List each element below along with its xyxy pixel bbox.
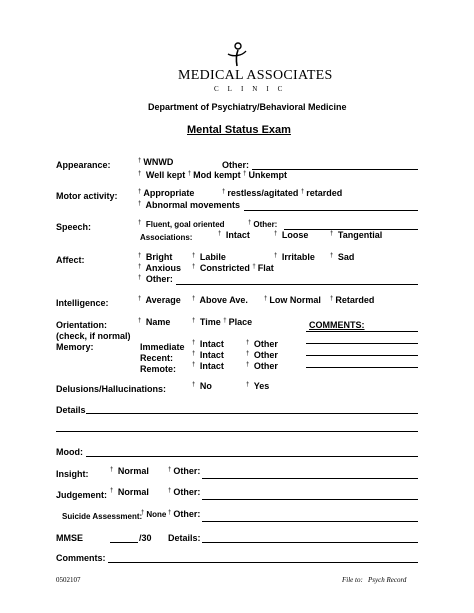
option-restless: restless/agitated bbox=[227, 188, 299, 198]
orientation-label: Orientation: bbox=[56, 320, 107, 330]
clinic-logo-figure-icon bbox=[224, 42, 250, 68]
delusions-yes bbox=[246, 381, 269, 393]
details-label: Details bbox=[56, 405, 86, 415]
associations-tangential bbox=[330, 230, 382, 242]
page-title: Mental Status Exam bbox=[187, 124, 291, 136]
intelligence-retarded bbox=[330, 295, 374, 307]
option-remote-other: Other bbox=[253, 361, 278, 371]
option-retarded-intelligence: Retarded bbox=[335, 295, 375, 305]
judgement-normal bbox=[110, 487, 149, 499]
checkbox-anxious[interactable]: † bbox=[138, 264, 142, 270]
checkbox-name[interactable]: † bbox=[138, 318, 142, 324]
orientation-time-place bbox=[192, 317, 252, 329]
motor-row-1 bbox=[138, 188, 194, 200]
department-heading: Department of Psychiatry/Behavioral Medicine bbox=[148, 102, 347, 112]
checkbox-flat[interactable]: † bbox=[252, 264, 256, 270]
intelligence-average bbox=[138, 295, 181, 307]
option-appropriate: Appropriate bbox=[143, 188, 195, 198]
checkbox-fluent[interactable]: † bbox=[138, 220, 142, 226]
motor-row-1b bbox=[222, 188, 342, 200]
delusions-no bbox=[192, 381, 212, 393]
checkbox-intact[interactable]: † bbox=[218, 231, 222, 237]
judgement-other bbox=[168, 487, 200, 499]
insight-normal bbox=[110, 466, 149, 478]
intelligence-label: Intelligence: bbox=[56, 298, 109, 308]
checkbox-retarded[interactable]: † bbox=[300, 189, 305, 195]
checkbox-time[interactable]: † bbox=[192, 318, 196, 324]
memory-immediate-label: Immediate bbox=[140, 342, 185, 352]
option-labile: Labile bbox=[199, 252, 226, 262]
orientation-name bbox=[138, 317, 170, 329]
checkbox-restless[interactable]: † bbox=[222, 189, 226, 195]
option-insight-normal: Normal bbox=[117, 466, 149, 476]
memory-remote-other bbox=[246, 361, 278, 373]
speech-other-label: Other: bbox=[253, 220, 278, 229]
checkbox-immediate-intact[interactable]: † bbox=[192, 340, 196, 346]
details-line-1[interactable] bbox=[86, 413, 418, 414]
checkbox-immediate-other[interactable]: † bbox=[246, 340, 250, 346]
checkbox-delusions-yes[interactable]: † bbox=[246, 382, 250, 388]
checkbox-suicide-other[interactable]: † bbox=[168, 510, 172, 516]
option-immediate-other: Other bbox=[253, 339, 278, 349]
motor-row-2 bbox=[138, 200, 240, 212]
delusions-label: Delusions/Hallucinations: bbox=[56, 384, 167, 394]
speech-label: Speech: bbox=[56, 222, 92, 232]
form-code: 0502107 bbox=[56, 576, 81, 584]
option-abnormal-movements: Abnormal movements bbox=[145, 200, 241, 210]
checkbox-recent-other[interactable]: † bbox=[246, 351, 250, 357]
associations-loose bbox=[274, 230, 308, 242]
option-recent-other: Other bbox=[253, 350, 278, 360]
mmse-details-field[interactable] bbox=[202, 542, 418, 543]
judgement-other-field[interactable] bbox=[202, 499, 418, 500]
checkbox-place[interactable]: † bbox=[223, 318, 227, 324]
option-time: Time bbox=[199, 317, 221, 327]
memory-recent-label: Recent: bbox=[140, 353, 174, 363]
option-constricted: Constricted bbox=[199, 263, 250, 273]
insight-other-label: Other: bbox=[173, 466, 201, 476]
suicide-label: Suicide Assessment: bbox=[62, 512, 143, 521]
option-low-normal: Low Normal bbox=[269, 295, 321, 305]
option-irritable: Irritable bbox=[281, 252, 315, 262]
motor-abnormal-field[interactable] bbox=[244, 210, 418, 211]
option-well-kept: Well kept bbox=[145, 170, 186, 180]
details-line-2[interactable] bbox=[56, 431, 418, 432]
mmse-details-label: Details: bbox=[168, 533, 201, 543]
option-immediate-intact: Intact bbox=[199, 339, 224, 349]
option-sad: Sad bbox=[337, 252, 355, 262]
appearance-row-1 bbox=[138, 157, 173, 169]
comments-line-1[interactable] bbox=[306, 331, 418, 332]
affect-sad bbox=[330, 252, 354, 264]
option-name: Name bbox=[145, 317, 171, 327]
memory-remote-label: Remote: bbox=[140, 364, 177, 374]
checkbox-low-normal[interactable]: † bbox=[264, 296, 268, 302]
associations-label: Associations: bbox=[140, 233, 193, 242]
suicide-other-field[interactable] bbox=[202, 521, 418, 522]
suicide-other bbox=[168, 509, 200, 521]
comments-line-3[interactable] bbox=[306, 355, 418, 356]
checkbox-average[interactable]: † bbox=[138, 296, 142, 302]
option-tangential: Tangential bbox=[337, 230, 383, 240]
checkbox-wnwd[interactable]: † bbox=[138, 158, 142, 164]
checkbox-bright[interactable]: † bbox=[138, 253, 142, 259]
affect-irritable bbox=[274, 252, 315, 264]
checkbox-irritable[interactable]: † bbox=[274, 253, 278, 259]
option-delusions-no: No bbox=[199, 381, 212, 391]
option-suicide-none: None bbox=[146, 510, 167, 519]
affect-label: Affect: bbox=[56, 255, 85, 265]
affect-row-2b bbox=[192, 263, 274, 275]
option-mod-kempt: Mod kempt bbox=[193, 170, 241, 180]
orientation-sub-label: (check, if normal) bbox=[56, 331, 131, 341]
checkbox-labile[interactable]: † bbox=[192, 253, 196, 259]
checkbox-unkempt[interactable]: † bbox=[243, 171, 247, 177]
speech-other bbox=[248, 220, 277, 231]
memory-label: Memory: bbox=[56, 342, 94, 352]
option-remote-intact: Intact bbox=[199, 361, 224, 371]
speech-row-1 bbox=[138, 219, 225, 231]
affect-other-label: Other: bbox=[145, 274, 173, 284]
checkbox-mod-kempt[interactable]: † bbox=[187, 171, 192, 177]
checkbox-intelligence-retarded[interactable]: † bbox=[330, 296, 334, 302]
checkbox-constricted[interactable]: † bbox=[192, 264, 196, 270]
mmse-score-suffix: /30 bbox=[139, 533, 152, 543]
file-to-destination: Psych Record bbox=[368, 576, 407, 584]
option-flat: Flat bbox=[257, 263, 274, 273]
option-average: Average bbox=[145, 295, 181, 305]
intelligence-above bbox=[192, 295, 248, 307]
associations-options bbox=[218, 230, 250, 242]
checkbox-abnormal-movements[interactable]: † bbox=[138, 201, 142, 207]
insight-other bbox=[168, 466, 200, 478]
file-to-label: File to: bbox=[342, 576, 363, 584]
option-anxious: Anxious bbox=[145, 263, 182, 273]
checkbox-insight-normal[interactable]: † bbox=[110, 467, 114, 473]
appearance-other-label: Other: bbox=[222, 160, 249, 170]
comments-label: Comments: bbox=[56, 553, 106, 563]
checkbox-well-kept[interactable]: † bbox=[138, 171, 142, 177]
affect-other bbox=[138, 274, 173, 286]
insight-other-field[interactable] bbox=[202, 478, 418, 479]
option-loose: Loose bbox=[281, 230, 309, 240]
checkbox-judgement-other[interactable]: † bbox=[168, 488, 172, 494]
judgement-label: Judgement: bbox=[56, 490, 108, 500]
clinic-logo-name: MEDICAL ASSOCIATES bbox=[178, 68, 333, 83]
option-judgement-normal: Normal bbox=[117, 487, 149, 497]
option-intact: Intact bbox=[225, 230, 250, 240]
option-above-average: Above Ave. bbox=[199, 295, 248, 305]
mood-field[interactable] bbox=[86, 456, 418, 457]
option-bright: Bright bbox=[145, 252, 173, 262]
comments-heading: COMMENTS: bbox=[309, 320, 365, 330]
affect-other-field[interactable] bbox=[176, 284, 418, 285]
option-recent-intact: Intact bbox=[199, 350, 224, 360]
option-retarded-motor: retarded bbox=[306, 188, 343, 198]
mmse-score-field[interactable] bbox=[110, 542, 138, 543]
option-place: Place bbox=[228, 317, 253, 327]
appearance-row-2 bbox=[138, 170, 287, 182]
suicide-none bbox=[141, 510, 166, 521]
checkbox-recent-intact[interactable]: † bbox=[192, 351, 196, 357]
memory-remote-intact bbox=[192, 361, 224, 373]
option-fluent: Fluent, goal oriented bbox=[145, 220, 225, 229]
mmse-label: MMSE bbox=[56, 533, 83, 543]
comments-line-4[interactable] bbox=[306, 367, 418, 368]
mood-label: Mood: bbox=[56, 447, 83, 457]
checkbox-remote-other[interactable]: † bbox=[246, 362, 250, 368]
checkbox-appropriate[interactable]: † bbox=[138, 189, 142, 195]
comments-line-2[interactable] bbox=[306, 343, 418, 344]
checkbox-remote-intact[interactable]: † bbox=[192, 362, 196, 368]
option-unkempt: Unkempt bbox=[248, 170, 287, 180]
option-delusions-yes: Yes bbox=[253, 381, 270, 391]
intelligence-low-normal bbox=[264, 295, 321, 307]
checkbox-speech-other[interactable]: † bbox=[248, 220, 252, 226]
checkbox-loose[interactable]: † bbox=[274, 231, 278, 237]
option-wnwd: WNWD bbox=[143, 157, 174, 167]
motor-activity-label: Motor activity: bbox=[56, 191, 118, 201]
checkbox-sad[interactable]: † bbox=[330, 253, 334, 259]
checkbox-insight-other[interactable]: † bbox=[168, 467, 172, 473]
insight-label: Insight: bbox=[56, 469, 89, 479]
appearance-label: Appearance: bbox=[56, 160, 111, 170]
judgement-other-label: Other: bbox=[173, 487, 201, 497]
suicide-other-label: Other: bbox=[173, 509, 201, 519]
checkbox-tangential[interactable]: † bbox=[330, 231, 334, 237]
checkbox-suicide-none[interactable]: † bbox=[141, 510, 145, 516]
clinic-logo-sub: CLINIC bbox=[214, 85, 292, 93]
checkbox-affect-other[interactable]: † bbox=[138, 275, 142, 281]
checkbox-above-average[interactable]: † bbox=[192, 296, 196, 302]
comments-field[interactable] bbox=[108, 562, 418, 563]
checkbox-judgement-normal[interactable]: † bbox=[110, 488, 114, 494]
checkbox-delusions-no[interactable]: † bbox=[192, 382, 196, 388]
